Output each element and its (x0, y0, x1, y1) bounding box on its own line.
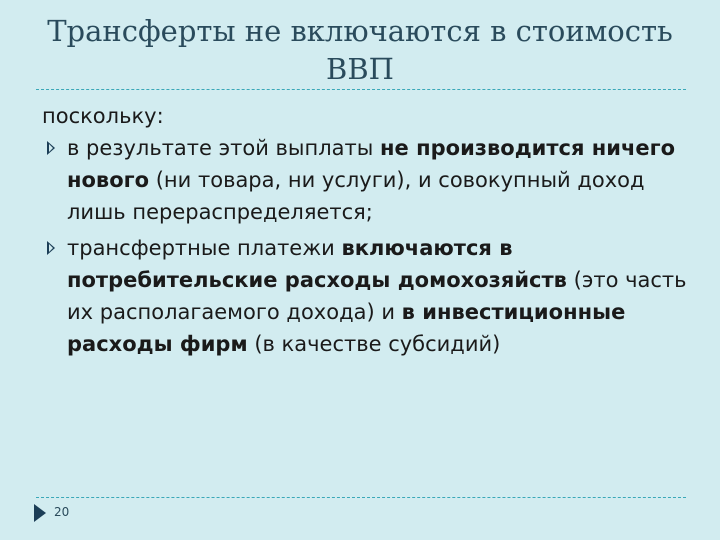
page-number: 20 (54, 505, 70, 519)
intro-text: поскольку: (42, 104, 164, 128)
slide-content (42, 100, 702, 360)
bullet-text-bold: не производится ничего нового (67, 136, 676, 192)
bullet-text (67, 136, 675, 224)
slide-title: Трансферты не включаются в стоимость ВВП (47, 14, 673, 86)
footer-divider (36, 497, 686, 498)
bullet-text-part: в результате этой выплаты (67, 136, 381, 160)
bullet-item (42, 232, 702, 360)
bullet-text-part: (это часть их располагаемого дохода) и (67, 268, 687, 324)
title-divider (36, 89, 686, 90)
bullet-text (67, 236, 687, 356)
bullet-text-bold: включаются в потребительские расходы домохозяйств (67, 236, 567, 292)
bullet-item (42, 132, 702, 228)
bullet-text-part: трансфертные платежи (67, 236, 342, 260)
bullet-text-part: (в качестве субсидий) (247, 332, 501, 356)
bullet-text-bold: в инвестиционные расходы фирм (67, 300, 626, 356)
bullet-text-part: (ни товара, ни услуги), и совокупный доход лишь перераспределяется; (67, 168, 645, 224)
triangle-bullet-icon (47, 241, 55, 255)
triangle-footer-icon (34, 504, 46, 522)
triangle-bullet-icon (47, 141, 55, 155)
